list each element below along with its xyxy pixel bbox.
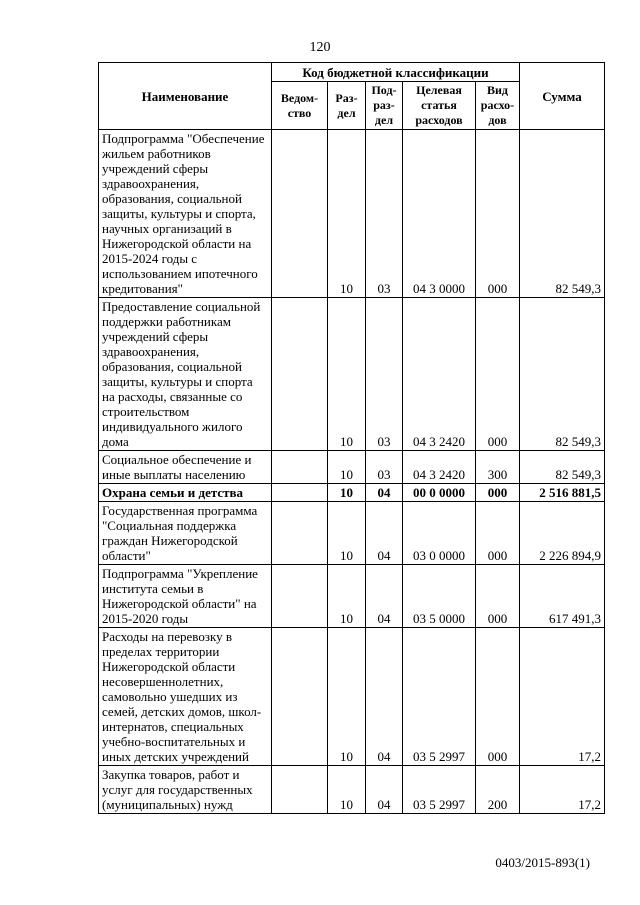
cell-subsection: 04 [366, 628, 403, 766]
table-row [99, 502, 605, 565]
cell-amount: 82 549,3 [520, 298, 605, 451]
cell-subsection: 03 [366, 451, 403, 484]
cell-target-item: 03 5 2997 [403, 766, 476, 814]
header-target-item: Целевая статья расходов [403, 82, 476, 130]
cell-expense-type: 300 [476, 451, 520, 484]
header-name: Наименование [99, 63, 272, 130]
cell-amount: 2 226 894,9 [520, 502, 605, 565]
cell-name: Государственная программа "Социальная поддержка граждан Нижегородской области" [99, 502, 272, 565]
table-row [99, 766, 605, 814]
cell-target-item: 04 3 2420 [403, 451, 476, 484]
cell-name: Закупка товаров, работ и услуг для государственных (муниципальных) нужд [99, 766, 272, 814]
cell-target-item: 03 5 0000 [403, 565, 476, 628]
cell-expense-type: 000 [476, 298, 520, 451]
cell-amount: 82 549,3 [520, 451, 605, 484]
page-number: 120 [309, 40, 331, 55]
cell-name: Охрана семьи и детства [99, 484, 272, 502]
cell-department [272, 130, 328, 298]
cell-name: Предоставление социальной поддержки работникам учреждений сферы здравоохранения, образования, социальной защиты, культуры и спорта на расходы, связанные со строительством индивидуального жилого дома [99, 298, 272, 451]
cell-amount: 82 549,3 [520, 130, 605, 298]
cell-section: 10 [328, 130, 366, 298]
cell-name: Подпрограмма "Укрепление института семьи в Нижегородской области" на 2015-2020 годы [99, 565, 272, 628]
header-amount: Сумма [520, 63, 605, 130]
cell-name: Социальное обеспечение и иные выплаты населению [99, 451, 272, 484]
table-row [99, 484, 605, 502]
cell-amount: 17,2 [520, 628, 605, 766]
cell-section: 10 [328, 484, 366, 502]
cell-section: 10 [328, 628, 366, 766]
cell-department [272, 502, 328, 565]
header-section: Раз-дел [328, 82, 366, 130]
cell-subsection: 03 [366, 130, 403, 298]
cell-subsection: 04 [366, 565, 403, 628]
cell-name: Подпрограмма "Обеспечение жильем работников учреждений сферы здравоохранения, образования, социальной защиты, культуры и спорта, научных организаций в Нижегородской области на 2015-2024 годы с использованием ипотечного кредитования" [99, 130, 272, 298]
cell-section: 10 [328, 451, 366, 484]
table-row [99, 451, 605, 484]
cell-amount: 17,2 [520, 766, 605, 814]
cell-name: Расходы на перевозку в пределах территории Нижегородской области несовершеннолетних, самовольно ушедших из семей, детских домов, школ-интернатов, специальных учебно-воспитательных и иных детских учреждений [99, 628, 272, 766]
header-code-group: Код бюджетной классификации [272, 63, 520, 82]
cell-department [272, 628, 328, 766]
cell-section: 10 [328, 298, 366, 451]
cell-department [272, 766, 328, 814]
cell-expense-type: 000 [476, 628, 520, 766]
cell-section: 10 [328, 502, 366, 565]
cell-amount: 2 516 881,5 [520, 484, 605, 502]
table-row [99, 130, 605, 298]
cell-subsection: 04 [366, 502, 403, 565]
table-row [99, 565, 605, 628]
cell-expense-type: 000 [476, 565, 520, 628]
table-body [99, 130, 605, 814]
cell-section: 10 [328, 766, 366, 814]
footer-document-code: 0403/2015-893(1) [495, 855, 590, 870]
table-row [99, 298, 605, 451]
cell-expense-type: 000 [476, 502, 520, 565]
header-expense-type: Вид расхо-дов [476, 82, 520, 130]
cell-subsection: 04 [366, 766, 403, 814]
cell-department [272, 565, 328, 628]
cell-department [272, 451, 328, 484]
header-subsection: Под-раз-дел [366, 82, 403, 130]
cell-target-item: 04 3 0000 [403, 130, 476, 298]
cell-expense-type: 000 [476, 484, 520, 502]
cell-amount: 617 491,3 [520, 565, 605, 628]
cell-target-item: 04 3 2420 [403, 298, 476, 451]
cell-department [272, 484, 328, 502]
cell-expense-type: 000 [476, 130, 520, 298]
cell-subsection: 03 [366, 298, 403, 451]
cell-expense-type: 200 [476, 766, 520, 814]
table-row [99, 628, 605, 766]
cell-section: 10 [328, 565, 366, 628]
budget-table [98, 62, 605, 814]
cell-target-item: 03 0 0000 [403, 502, 476, 565]
cell-target-item: 00 0 0000 [403, 484, 476, 502]
cell-target-item: 03 5 2997 [403, 628, 476, 766]
cell-subsection: 04 [366, 484, 403, 502]
header-department: Ведом-ство [272, 82, 328, 130]
cell-department [272, 298, 328, 451]
